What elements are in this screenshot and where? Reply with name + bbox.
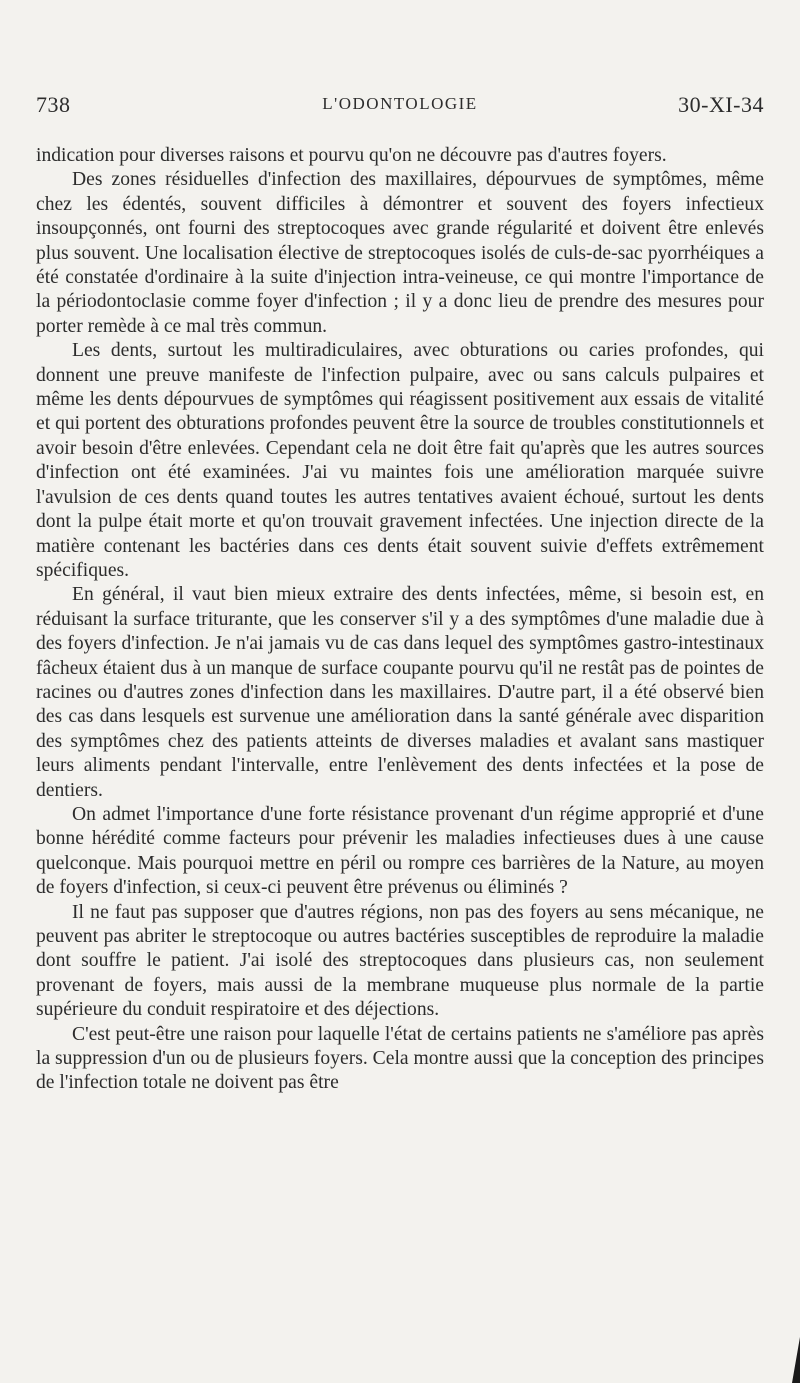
- paragraph: Des zones résiduelles d'infection des maxillaires, dépourvues de symptômes, même chez les édentés, souvent difficiles à démontrer et souvent des foyers infectieux insoupçonnés, ont fourni des streptocoques avec grande régularité et doivent être enlevés plus souvent. Une localisation élective de streptocoques isolés de culs-de-sac pyorrhéiques a été constatée d'ordinaire à la suite d'injection intra-veineuse, ce qui montre l'importance de la périodontoclasie comme foyer d'infection ; il y a donc lieu de prendre des mesures pour porter remède à ce mal très commun.: [36, 169, 764, 337]
- paragraph: indication pour diverses raisons et pourvu qu'on ne découvre pas d'autres foyers.: [36, 145, 667, 166]
- page-number: 738: [36, 92, 71, 117]
- issue-date: 30-XI-34: [678, 92, 764, 117]
- page: [36, 92, 764, 1096]
- paragraph: On admet l'importance d'une forte résistance provenant d'un régime approprié et d'une bonne hérédité comme facteurs pour prévenir les maladies infectieuses dues à une cause quelconque. Mais pourquoi mettre en péril ou rompre ces barrières de la Nature, au moyen de foyers d'infection, si ceux-ci peuvent être prévenus ou éliminés ?: [36, 803, 764, 899]
- page-header: [36, 92, 764, 122]
- body-text: [36, 144, 764, 1096]
- paragraph: En général, il vaut bien mieux extraire des dents infectées, même, si besoin est, en réduisant la surface triturante, que les conserver s'il y a des symptômes d'une maladie due à des foyers d'infection. Je n'ai jamais vu de cas dans lequel des symptômes gastro-intestinaux fâcheux étaient dus à un manque de surface coupante pourvu qu'il ne restât pas de pointes de racines ou d'autres zones d'infection dans les maxillaires. D'autre part, il a été observé bien des cas dans lesquels est survenue une amélioration dans la santé générale avec disparition des symptômes chez des patients atteints de diverses maladies et avalant sans mastiquer leurs aliments pendant l'intervalle, entre l'enlèvement des dents infectées et la pose de dentiers.: [36, 584, 764, 801]
- paragraph: C'est peut-être une raison pour laquelle l'état de certains patients ne s'améliore pas après la suppression d'un ou de plusieurs foyers. Cela montre aussi que la conception des principes de l'infection totale ne doivent pas être: [36, 1023, 764, 1094]
- running-title: L'ODONTOLOGIE: [322, 94, 478, 113]
- paragraph: Il ne faut pas supposer que d'autres régions, non pas des foyers au sens mécanique, ne peuvent pas abriter le streptocoque ou autres bactéries susceptibles de reproduire la maladie dont souffre le patient. J'ai isolé des streptocoques dans plusieurs cas, non seulement provenant de foyers, mais aussi de la membrane muqueuse plus normale de la partie supérieure du conduit respiratoire et des déjections.: [36, 901, 764, 1021]
- paragraph: Les dents, surtout les multiradiculaires, avec obturations ou caries profondes, qui donnent une preuve manifeste de l'infection pulpaire, avec ou sans calculs pulpaires et même les dents dépourvues de symptômes qui réagissent positivement aux essais de vitalité et qui portent des obturations profondes peuvent être la source de troubles constitutionnels et avoir besoin d'être enlevées. Cependant cela ne doit être fait qu'après que les autres sources d'infection ont été examinées. J'ai vu maintes fois une amélioration marquée suivre l'avulsion de ces dents quand toutes les autres tentatives avaient échoué, surtout les dents dont la pulpe était morte et qu'on trouvait gravement infectées. Une injection directe de la matière contenant les bactéries dans ces dents était souvent suivie d'effets extrêmement spécifiques.: [36, 340, 764, 581]
- page-corner-mark: [792, 1337, 800, 1383]
